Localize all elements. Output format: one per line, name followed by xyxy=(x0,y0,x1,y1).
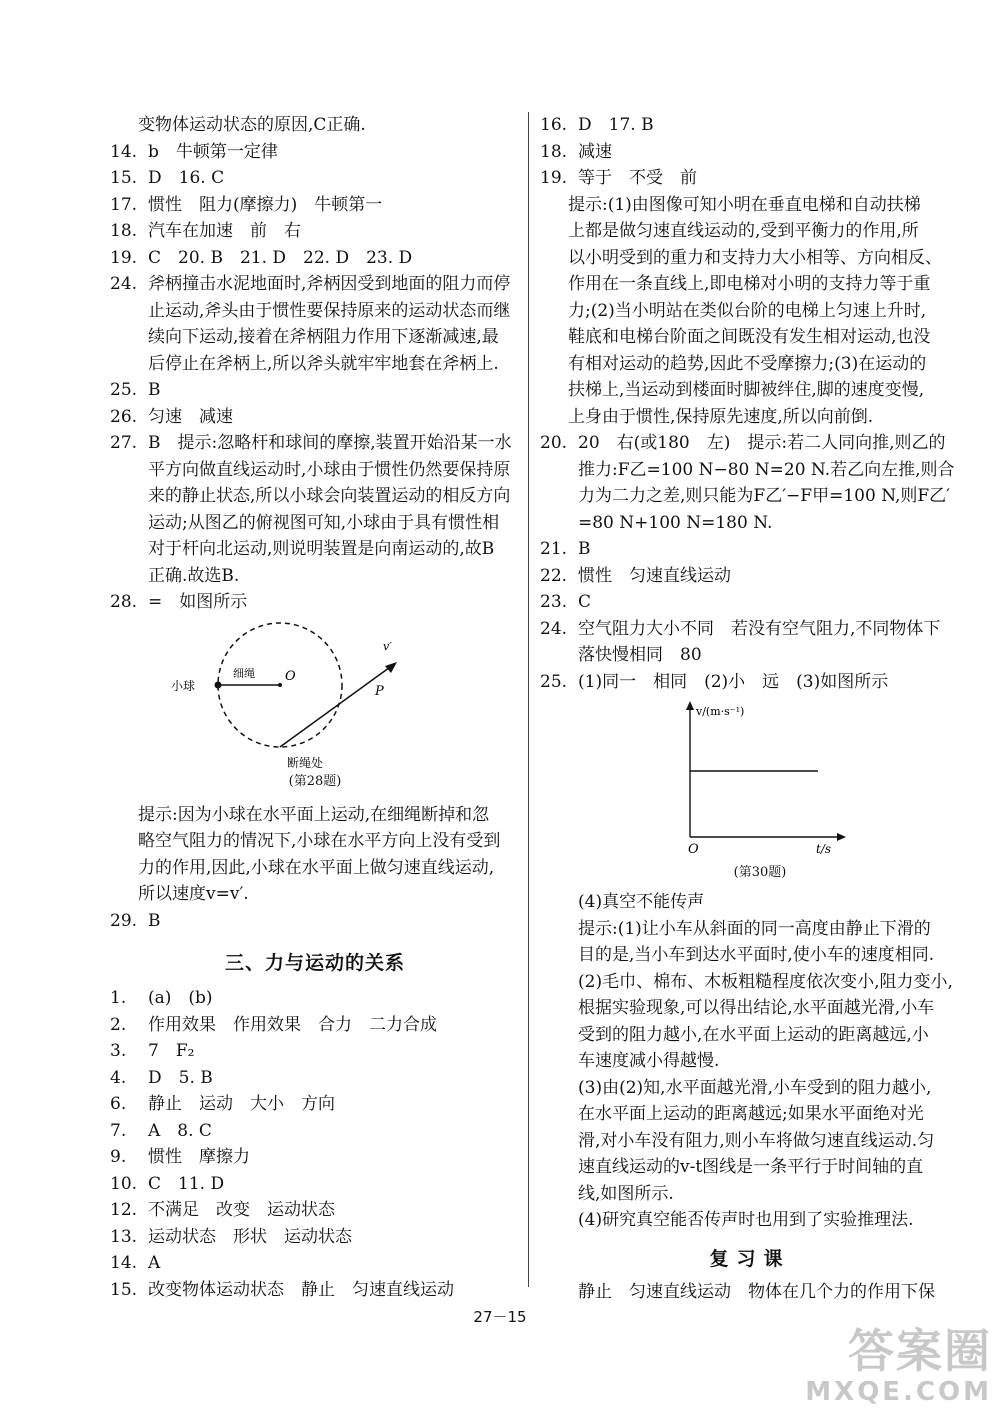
velocity-label: v′ xyxy=(383,639,392,653)
hint-line: 线,如图所示. xyxy=(578,1183,674,1204)
answer-item-20: 20. 20 右(或180 左) 提示:若二人同向推,则乙的 推力:F乙=100 N−80 N=20 N.若乙向左推,则合 力为二力之差,则只能为F乙′−F甲=100 N,则F乙′ =80 N+100 N=180 N. xyxy=(540,430,960,536)
hint-line: 作用在一条直线上,即电梯对小明的支持力等于重 xyxy=(568,274,931,294)
text-line: 止运动,斧头由于惯性要保持原来的运动状态而继 xyxy=(148,300,511,321)
answer-item: 25. B xyxy=(110,380,161,400)
x-axis-arrow xyxy=(837,833,846,841)
hint-line: 所以速度v=v′. xyxy=(138,884,249,904)
answer-item-29: 29. B xyxy=(110,910,161,931)
figure-28-circle-diagram xyxy=(165,620,465,770)
section-answer-item: 3. 7 F₂ xyxy=(110,1041,195,1061)
text-line: 正确.故选B. xyxy=(148,565,240,586)
y-axis-arrow xyxy=(686,701,694,710)
right-column xyxy=(540,112,960,1305)
page-number: 27－15 xyxy=(473,1308,527,1326)
answer-item-25: 25. (1)同一 相同 (2)小 远 (3)如图所示 xyxy=(540,671,889,692)
hint-line: 以小明受到的重力和支持力大小相等、方向相反、 xyxy=(568,247,942,268)
hint-line: 速直线运动的v-t图线是一条平行于时间轴的直 xyxy=(578,1157,924,1177)
answer-item: 18. 减速 xyxy=(540,141,612,162)
answer-item: 18. 汽车在加速 前 右 xyxy=(110,221,301,241)
section-answer-item: 1. (a) (b) xyxy=(110,988,213,1008)
section-title: 三、力与运动的关系 xyxy=(224,952,405,974)
hint-line: (4)研究真空能否传声时也用到了实验推理法. xyxy=(578,1210,914,1230)
section-answer-item: 7. A 8. C xyxy=(110,1120,212,1141)
ball-dot xyxy=(215,681,222,688)
answer-25-part4 xyxy=(540,889,960,916)
text-line: 空气阻力大小不同 若没有空气阻力,不同物体下 xyxy=(578,618,941,639)
center-dot xyxy=(278,683,282,687)
hint-line: 车速度减小得越慢. xyxy=(578,1051,720,1071)
section-answer-item: 13. 运动状态 形状 运动状态 xyxy=(110,1226,352,1247)
hint-line: 上都是做匀速直线运动的,受到平衡力的作用,所 xyxy=(568,221,919,241)
hint-line: 目的是,当小车到达水平面时,使小车的速度相同. xyxy=(578,945,935,965)
answer-item-24: 24. 斧柄撞击水泥地面时,斧柄因受到地面的阻力而停 止运动,斧头由于惯性要保持原来的运动状态而继 续向下运动,接着在斧柄阻力作用下逐渐减速,最 后停止在斧柄上,所以斧头就牢牢地套在斧柄上. xyxy=(110,271,520,377)
hint-line: 扶梯上,当运动到楼面时脚被绊住,脚的速度变慢, xyxy=(568,380,925,400)
hint-line: 根据实验现象,可以得出结论,水平面越光滑,小车 xyxy=(578,998,935,1018)
figure-30-vt-graph xyxy=(650,697,850,857)
figure-30-caption: (第30题) xyxy=(733,865,787,880)
text-line: 后停止在斧柄上,所以斧头就牢牢地套在斧柄上. xyxy=(148,353,499,374)
answer-item: 19. 等于 不受 前 xyxy=(540,168,697,188)
ball-label: 小球 xyxy=(171,678,196,693)
section-answer-item: 14. A xyxy=(110,1253,161,1273)
hint-line: 在水平面上运动的距离越远;如果水平面绝对光 xyxy=(578,1104,924,1124)
hint-line: 上身由于惯性,保持原先速度,所以向前倒. xyxy=(568,406,874,427)
section-answer-item: 6. 静止 运动 大小 方向 xyxy=(110,1094,335,1114)
answer-item: 21. B xyxy=(540,539,591,559)
answer-list xyxy=(540,112,960,192)
review-title: 复习课 xyxy=(709,1247,791,1270)
answer-item: 15. D 16. C xyxy=(110,168,225,188)
answer-item: 26. 匀速 减速 xyxy=(110,406,233,427)
answer-24-text xyxy=(578,616,960,669)
hint-line: 受到的阻力越小,在水平面上运动的距离越远,小 xyxy=(578,1024,929,1045)
answer-24-text xyxy=(148,271,520,377)
y-axis-label: v/(m·s⁻¹) xyxy=(696,705,745,718)
section-answer-item: 2. 作用效果 作用效果 合力 二力合成 xyxy=(110,1014,437,1035)
answer-list xyxy=(110,139,520,272)
text-line: 斧柄撞击水泥地面时,斧柄因受到地面的阻力而停 xyxy=(148,274,511,294)
text-line: 对于杆向北运动,则说明装置是向南运动的,故B xyxy=(148,539,495,559)
hint-line: 提示:(1)由图像可知小明在垂直电梯和自动扶梯 xyxy=(568,194,921,215)
text-line: 续向下运动,接着在斧柄阻力作用下逐渐减速,最 xyxy=(148,327,499,347)
text-line: B 提示:忽略杆和球间的摩擦,装置开始沿某一水 xyxy=(148,433,512,453)
hint-line: 力的作用,因此,小球在水平面上做匀速直线运动, xyxy=(138,857,495,878)
answer-item-28: 28. = 如图所示 xyxy=(110,592,248,612)
answer-item-27: 27. B 提示:忽略杆和球间的摩擦,装置开始沿某一水 平方向做直线运动时,小球由于惯性仍然要保持原 来的静止状态,所以小球会向装置运动的相反方向 运动;从图乙的俯视图可知,小球由于具有惯性相 对于杆向北运动,则说明装置是向南运动的,故B 正确.故选B. xyxy=(110,430,520,589)
answer-item: 19. C 20. B 21. D 22. D 23. D xyxy=(110,247,413,268)
text-line: 运动;从图乙的俯视图可知,小球由于具有惯性相 xyxy=(148,512,500,533)
answer-item: 14. b 牛顿第一定律 xyxy=(110,141,278,162)
answer-list xyxy=(110,377,520,430)
hint-line: 提示:(1)让小车从斜面的同一高度由静止下滑的 xyxy=(578,918,931,939)
x-axis-label: t/s xyxy=(816,842,832,856)
figure-28-caption: (第28题) xyxy=(288,773,342,789)
section-answer-item: 4. D 5. B xyxy=(110,1067,213,1088)
text-line: 平方向做直线运动时,小球由于惯性仍然要保持原 xyxy=(148,459,511,480)
arrow-head xyxy=(385,662,397,673)
origin-label: O xyxy=(688,842,699,857)
rope-label: 细绳 xyxy=(233,666,255,680)
section-answer-list xyxy=(110,985,520,1303)
review-text: 静止 匀速直线运动 物体在几个力的作用下保 xyxy=(578,1281,935,1302)
break-label: 断绳处 xyxy=(287,755,324,770)
text-line: (4)真空不能传声 xyxy=(578,892,705,912)
answer-item: 22. 惯性 匀速直线运动 xyxy=(540,565,731,586)
text-line: 力为二力之差,则只能为F乙′−F甲=100 N,则F乙′ xyxy=(578,486,951,506)
section-answer-item: 15. 改变物体运动状态 静止 匀速直线运动 xyxy=(110,1279,454,1300)
hint-line: (2)毛巾、棉布、木板粗糙程度依次变小,阻力变小, xyxy=(578,971,953,992)
left-column xyxy=(110,112,520,1303)
section-answer-item: 9. 惯性 摩擦力 xyxy=(110,1147,250,1167)
watermark-logo: 答案圈 xyxy=(848,1324,992,1378)
column-divider xyxy=(528,112,529,1287)
hint-19 xyxy=(540,192,960,431)
watermark xyxy=(805,1325,992,1407)
hint-line: 鞋底和电梯台阶面之间既没有发生相对运动,也没 xyxy=(568,327,931,347)
text-line: 来的静止状态,所以小球会向装置运动的相反方向 xyxy=(148,486,511,506)
velocity-arrow xyxy=(280,665,393,747)
answer-item: 16. D 17. B xyxy=(540,115,654,135)
text-line: 20 右(或180 左) 提示:若二人同向推,则乙的 xyxy=(578,433,946,453)
answer-item-24: 24. 空气阻力大小不同 若没有空气阻力,不同物体下 落快慢相同 80 xyxy=(540,616,960,669)
center-label: O xyxy=(285,668,296,684)
section-answer-item: 12. 不满足 改变 运动状态 xyxy=(110,1200,335,1220)
watermark-url: MXQE.COM xyxy=(805,1377,992,1407)
hint-line: 有相对运动的趋势,因此不受摩擦力;(3)在运动的 xyxy=(568,353,927,374)
answer-27-text xyxy=(148,430,520,589)
section-answer-item: 10. C 11. D xyxy=(110,1173,225,1194)
hint-25 xyxy=(540,916,960,1234)
hint-line: 力;(2)当小明站在类似台阶的电梯上匀速上升时, xyxy=(568,300,927,321)
text-line: 推力:F乙=100 N−80 N=20 N.若乙向左推,则合 xyxy=(578,459,955,480)
hint-line: 提示:因为小球在水平面上运动,在细绳断掉和忽 xyxy=(138,804,490,825)
continuation-text: 变物体运动状态的原因,C正确. xyxy=(138,115,366,135)
text-line: 落快慢相同 80 xyxy=(578,645,702,665)
point-label: P xyxy=(375,683,384,699)
hint-line: 滑,对小车没有阻力,则小车将做匀速直线运动.匀 xyxy=(578,1130,935,1151)
answer-item: 17. 惯性 阻力(摩擦力) 牛顿第一 xyxy=(110,194,383,215)
answer-item: 23. C xyxy=(540,592,592,612)
answer-20-text xyxy=(578,430,960,536)
hint-line: 略空气阻力的情况下,小球在水平方向上没有受到 xyxy=(138,831,501,851)
answer-list xyxy=(540,536,960,616)
text-line: =80 N+100 N=180 N. xyxy=(578,512,773,533)
hint-28 xyxy=(110,802,520,908)
hint-line: (3)由(2)知,水平面越光滑,小车受到的阻力越小, xyxy=(578,1077,932,1098)
